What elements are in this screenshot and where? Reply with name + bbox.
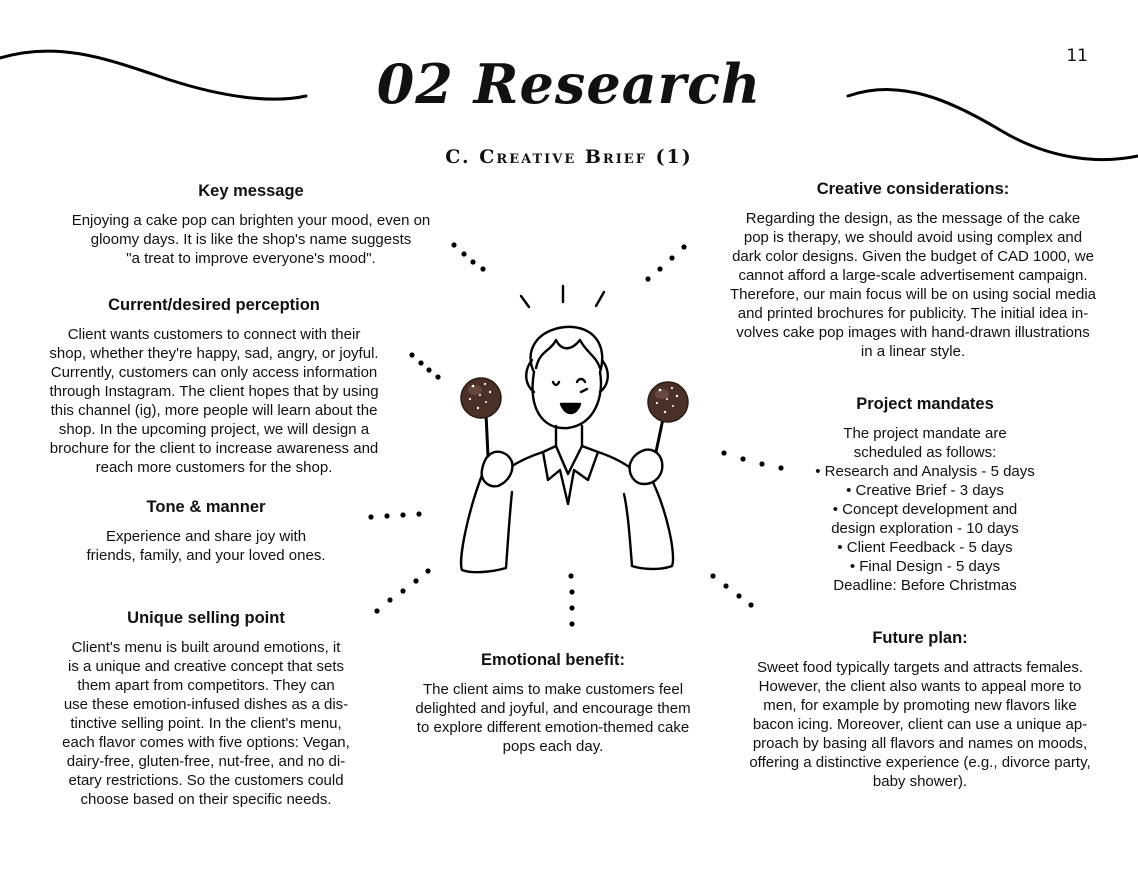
project-mandates-section <box>790 395 1060 595</box>
tone-manner-section <box>60 498 352 565</box>
emotional-benefit-section <box>392 651 714 756</box>
current-perception-heading: Current/desired perception <box>108 296 320 314</box>
unique-selling-point-section <box>40 609 372 809</box>
project-mandates-heading: Project mandates <box>856 395 994 413</box>
emotional-benefit-body: The client aims to make customers feel delighted and joyful, and encourage them to explore different emotion-themed cake pops each day. <box>415 681 691 755</box>
future-plan-section <box>726 629 1114 791</box>
unique-selling-point-body: Client's menu is built around emotions, it is a unique and creative concept that sets them apart from competitors. They can use these emotion-infused dishes as a dis- tinctive selling point. In the client's menu, each flavor comes with five options: Vegan, dairy-free, gluten-free, nut-free, and no di- etary restrictions. So the customers could choose based on their specific needs. <box>62 639 350 808</box>
key-message-body: Enjoying a cake pop can brighten your mood, even on gloomy days. It is like the shop's name suggests "a treat to improve everyone's mood". <box>71 212 431 267</box>
key-message-section <box>40 182 462 268</box>
page-title: 02 Research <box>376 52 762 116</box>
project-mandates-body: The project mandate are scheduled as follows: • Research and Analysis - 5 days • Creative Brief - 3 days • Concept development and design exploration - 10 days • Client Feedback - 5 days • Final Design - 5 days Deadline: Before Christmas <box>815 425 1035 594</box>
future-plan-body: Sweet food typically targets and attracts females. However, the client also wants to appeal more to men, for example by promoting new flavors like bacon icing. Moreover, client can use a unique ap- proach by basing all flavors and names on moods, offering a distinctive experience (e.g., divorce party, baby shower). <box>749 659 1091 790</box>
page-subtitle: C. Creative Brief (1) <box>445 146 693 168</box>
page-number: 11 <box>1066 46 1088 66</box>
current-perception-section <box>28 296 400 477</box>
tone-manner-body: Experience and share joy with friends, family, and your loved ones. <box>86 528 326 564</box>
tone-manner-heading: Tone & manner <box>146 498 266 516</box>
creative-considerations-heading: Creative considerations: <box>816 180 1010 198</box>
current-perception-body: Client wants customers to connect with their shop, whether they're happy, sad, angry, or joyful. Currently, customers can only access information through Instagram. The client hopes that by using this channel (ig), more people will learn about the shop. In the upcoming project, we will design a brochure for the client to increase awareness and reach more customers for the shop. <box>49 326 379 476</box>
creative-considerations-section <box>704 180 1122 361</box>
future-plan-heading: Future plan: <box>872 629 968 647</box>
unique-selling-point-heading: Unique selling point <box>127 609 285 627</box>
creative-considerations-body: Regarding the design, as the message of the cake pop is therapy, we should avoid using complex and dark color designs. Given the budget of CAD 1000, we cannot afford a large-scale advertisement campaign. Therefore, our main focus will be on using social media and printed brochures for publicity. The initial idea in- volves cake pop images with hand-drawn illustrations in a linear style. <box>729 210 1096 360</box>
cake-pop-left <box>461 378 501 418</box>
emotional-benefit-heading: Emotional benefit: <box>481 651 625 669</box>
cake-pop-right <box>648 382 688 422</box>
key-message-heading: Key message <box>198 182 304 200</box>
